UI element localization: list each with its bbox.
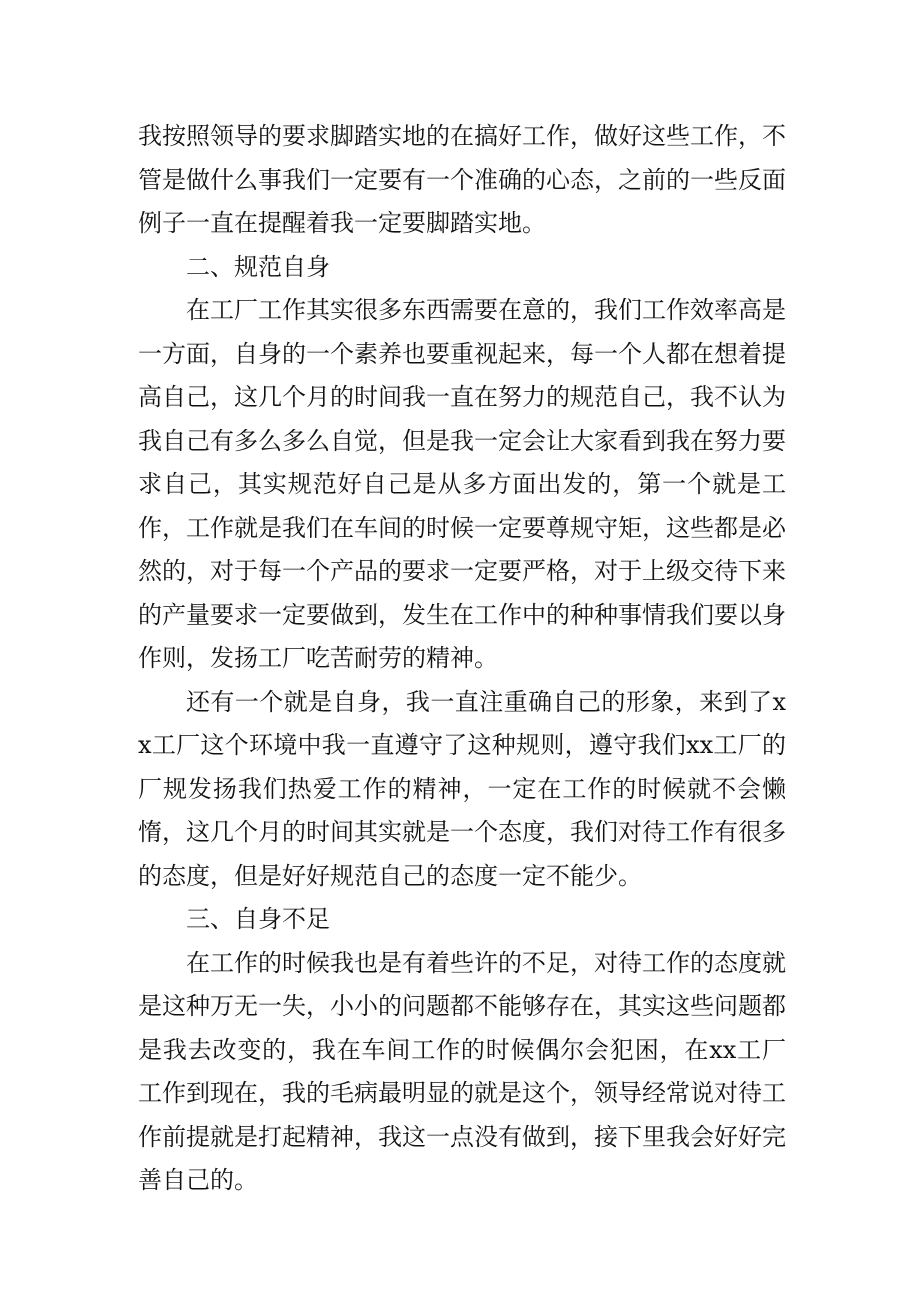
- section-heading-shortcomings: 三、自身不足: [186, 905, 330, 933]
- paragraph-intro-continuation: 我按照领导的要求脚踏实地的在搞好工作，做好这些工作，不管是做什么事我们一定要有一个准确的心态，之前的一些反面例子一直在提醒着我一定要脚踏实地。: [138, 122, 786, 237]
- paragraph-shortcomings: 在工作的时候我也是有着些许的不足，对待工作的态度就是这种万无一失，小小的问题都不能够存在，其实这些问题都是我去改变的，我在车间工作的时候偶尔会犯困，在xx工厂工作到现在，我的毛病最明显的就是这个，领导经常说对待工作前提就是打起精神，我这一点没有做到，接下里我会好好完善自己的。: [138, 948, 786, 1194]
- section-heading-standardize-self: 二、规范自身: [186, 252, 330, 281]
- paragraph-standardize-work: 在工厂工作其实很多东西需要在意的，我们工作效率高是一方面，自身的一个素养也要重视起来，每一个人都在想着提高自己，这几个月的时间我一直在努力的规范自己，我不认为我自己有多么多么自觉，但是我一定会让大家看到我在努力要求自己，其实规范好自己是从多方面出发的，第一个就是工作，工作就是我们在车间的时候一定要尊规守矩，这些都是必然的，对于每一个产品的要求一定要严格，对于上级交待下来的产量要求一定要做到，发生在工作中的种种事情我们要以身作则，发扬工厂吃苦耐劳的精神。: [138, 296, 786, 672]
- paragraph-self-image: 还有一个就是自身，我一直注重确自己的形象，来到了xx工厂这个环境中我一直遵守了这种规则，遵守我们xx工厂的厂规发扬我们热爱工作的精神，一定在工作的时候就不会懒惰，这几个月的时间其实就是一个态度，我们对待工作有很多的态度，但是好好规范自己的态度一定不能少。: [138, 687, 786, 890]
- document-page: [138, 115, 786, 1203]
